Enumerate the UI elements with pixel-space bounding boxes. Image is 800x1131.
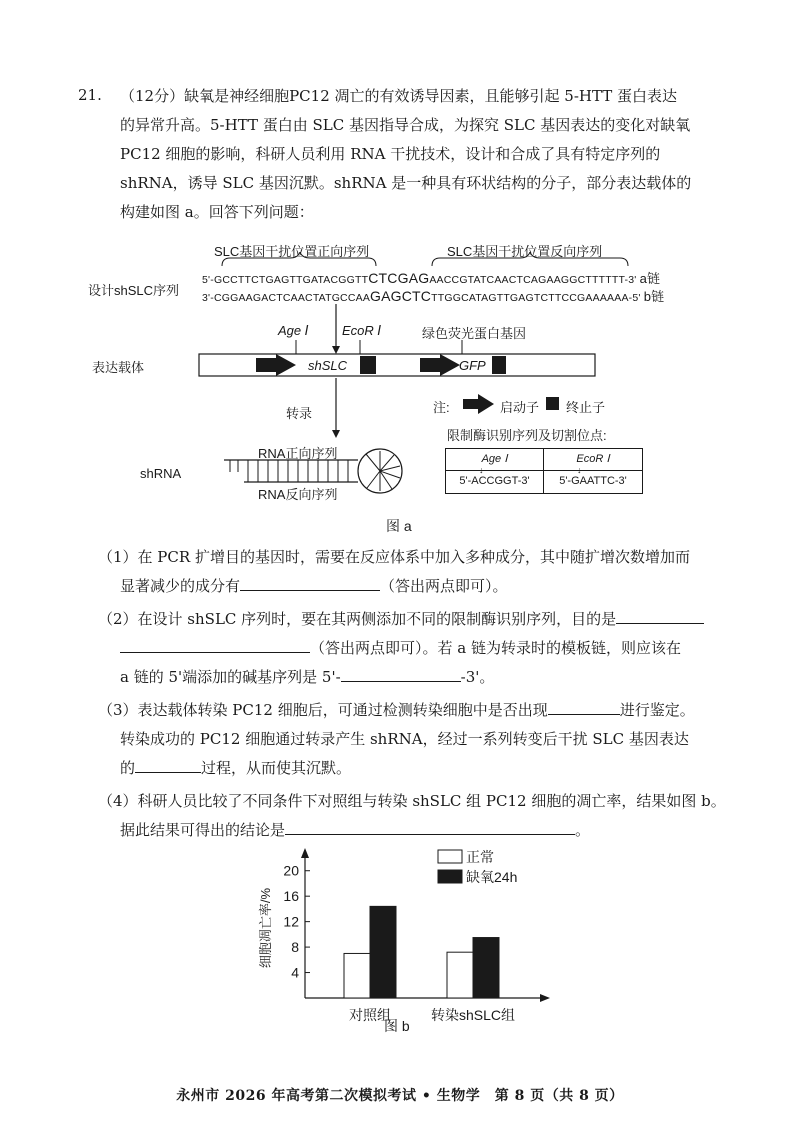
rna-reverse-label: RNA反向序列 <box>258 487 338 502</box>
q2-line2 <box>120 637 681 658</box>
q4-answer-blank[interactable] <box>285 819 575 835</box>
ecor-site-text: EcoR Ⅰ <box>342 323 382 338</box>
transcribe-label: 转录 <box>286 406 313 421</box>
intro-line: 构建如图 a。回答下列问题： <box>120 203 314 221</box>
q2-line3 <box>120 666 494 687</box>
enzyme-name-cell <box>544 449 642 471</box>
y-tick-label: 12 <box>283 913 299 930</box>
enzyme-site-cell <box>446 465 544 493</box>
y-tick-label: 20 <box>283 862 299 879</box>
intro-line: shRNA，诱导 SLC 基因沉默。shRNA 是一种具有环状结构的分子，部分表达载体的 <box>120 174 692 192</box>
strand-a-suffix: -3' <box>624 274 637 286</box>
q4-line1: （4）科研人员比较了不同条件下对照组与转染 shSLC 组 PC12 细胞的凋亡率，结果如图 b。 <box>98 792 726 810</box>
figure-b-caption: 图 b <box>384 1018 410 1034</box>
q1-answer-blank[interactable] <box>240 575 380 591</box>
strand-b-name: b链 <box>643 289 665 304</box>
cut-arrow-icon: ↓ <box>577 465 582 475</box>
q1-text-a: 显著减少的成分有 <box>120 577 241 595</box>
q2-answer-blank-3[interactable] <box>341 666 461 682</box>
q3-text-d: 过程，从而使其沉默。 <box>201 759 352 777</box>
figure-a-caption: 图 a <box>386 518 412 534</box>
legend-label: 正常 <box>466 849 494 865</box>
shrna-label: shRNA <box>140 466 182 481</box>
enzyme-ecor-site: 5'-GAATTC-3' <box>559 475 627 487</box>
forward-seq-label: SLC基因干扰位置正向序列 <box>214 244 370 259</box>
q4-text-a: 据此结果可得出的结论是 <box>120 821 286 839</box>
category-label: 对照组 <box>349 1007 391 1023</box>
strand-a-name: a链 <box>639 271 661 286</box>
gfp-label <box>459 358 486 373</box>
bar <box>473 938 499 998</box>
design-sequence-label: 设计shSLC序列 <box>88 283 180 298</box>
shrna-hairpin-diagram <box>208 440 428 510</box>
q2-text-a: （2）在设计 shSLC 序列时，要在其两侧添加不同的限制酶识别序列，目的是 <box>98 610 617 628</box>
enzyme-age-site: 5'-ACCGGT-3' <box>459 475 530 487</box>
enzyme-table <box>445 448 643 494</box>
strand-b-prefix: 3'- <box>202 292 214 304</box>
apoptosis-bar-chart <box>250 842 590 1042</box>
q4-line2 <box>120 819 590 840</box>
strand-b-left: CGGAAGACTCAACTATGCCAA <box>213 292 371 304</box>
legend-label: 缺氧24h <box>466 869 518 885</box>
enzyme-age-name: Age Ⅰ <box>481 453 508 465</box>
y-tick-label: 16 <box>283 888 299 905</box>
terminator-label: 终止子 <box>566 400 606 415</box>
q3-line2: 转染成功的 PC12 细胞通过转录产生 shRNA，经过一系列转变后干扰 SLC 基因表达 <box>120 730 689 748</box>
q2-answer-blank-2[interactable] <box>120 637 310 653</box>
note-prefix: 注: <box>433 400 450 415</box>
gfp-text: GFP <box>459 358 486 373</box>
q3-text-c: 的 <box>120 759 136 777</box>
x-axis-arrow <box>540 994 550 1002</box>
question-number: 21. <box>78 86 102 104</box>
q2-answer-blank-1[interactable] <box>616 608 704 624</box>
q2-text-d: -3'。 <box>460 668 495 686</box>
q2-line1 <box>98 608 704 629</box>
enzyme-table-title: 限制酶识别序列及切割位点: <box>447 428 607 443</box>
bar <box>344 953 370 998</box>
q3-line3 <box>120 757 351 778</box>
expression-vector-diagram <box>0 300 800 440</box>
q3-answer-blank-1[interactable] <box>548 699 620 715</box>
promoter-label: 启动子 <box>500 400 540 415</box>
question-intro <box>120 82 726 227</box>
enzyme-ecor-name: EcoR Ⅰ <box>576 453 610 465</box>
legend-swatch <box>438 850 462 863</box>
q3-text-a: （3）表达载体转染 PC12 细胞后，可通过检测转染细胞中是否出现 <box>98 701 548 719</box>
q1-text-b: （答出两点即可）。 <box>380 577 508 595</box>
q3-text-b: 进行鉴定。 <box>619 701 695 719</box>
enzyme-site-cell <box>544 465 642 493</box>
q2-text-c: a 链的 5'端添加的碱基序列是 5'- <box>120 668 341 686</box>
cut-arrow-icon: ↓ <box>479 465 484 475</box>
bar <box>370 906 396 998</box>
strand-a-prefix: 5'- <box>202 274 214 286</box>
gfp-gene-label: 绿色荧光蛋白基因 <box>422 326 527 341</box>
intro-line: PC12 细胞的影响，科研人员利用 RNA 干扰技术，设计和合成了具有特定序列的 <box>120 145 661 163</box>
intro-line: 的异常升高。5-HTT 蛋白由 SLC 基因指导合成，为探究 SLC 基因表达的变化对缺氧 <box>120 116 691 134</box>
strand-a-left: GCCTTCTGAGTTGATACGGTT <box>213 274 369 286</box>
strand-b-right: TTGGCATAGTTGAGTCTTCCGAAAAAA <box>431 292 629 304</box>
y-axis-label: 细胞凋亡率/% <box>258 887 273 969</box>
y-tick-label: 4 <box>291 964 299 981</box>
legend-swatch <box>438 870 462 883</box>
strand-b-middle: GAGCTC <box>370 288 432 304</box>
q2-text-b: （答出两点即可）。若 a 链为转录时的模板链，则应该在 <box>310 639 681 657</box>
strand-b-suffix: -5' <box>628 292 641 304</box>
intro-line: （12分）缺氧是神经细胞PC12 凋亡的有效诱导因素，且能够引起 5-HTT 蛋白表达 <box>120 87 678 105</box>
reverse-seq-label: SLC基因干扰位置反向序列 <box>447 244 603 259</box>
q1-line1: （1）在 PCR 扩增目的基因时，需要在反应体系中加入多种成分，其中随扩增次数增加而 <box>98 548 690 566</box>
q3-answer-blank-2[interactable] <box>135 757 201 773</box>
enzyme-name-cell <box>446 449 544 471</box>
q1-line2 <box>120 575 508 596</box>
shslc-label <box>308 358 347 373</box>
strand-a-middle: CTCGAG <box>368 270 430 286</box>
y-tick-label: 8 <box>291 939 299 956</box>
strand-a <box>202 268 660 287</box>
strand-a-right: AACCGTATCAACTCAGAAGGCTTTTTT <box>429 274 625 286</box>
page-footer: 永州市 2026 年高考第二次模拟考试 • 生物学 第 8 页（共 8 页） <box>176 1088 624 1104</box>
category-label: 转染shSLC组 <box>430 1007 516 1023</box>
shslc-text: shSLC <box>308 358 348 373</box>
y-axis-arrow <box>301 848 309 858</box>
rna-forward-label: RNA正向序列 <box>258 446 338 461</box>
bar <box>447 952 473 998</box>
q4-text-b: 。 <box>575 821 591 839</box>
vector-label: 表达载体 <box>92 360 145 375</box>
age-site-text: Age Ⅰ <box>278 323 309 338</box>
q3-line1 <box>98 699 695 720</box>
